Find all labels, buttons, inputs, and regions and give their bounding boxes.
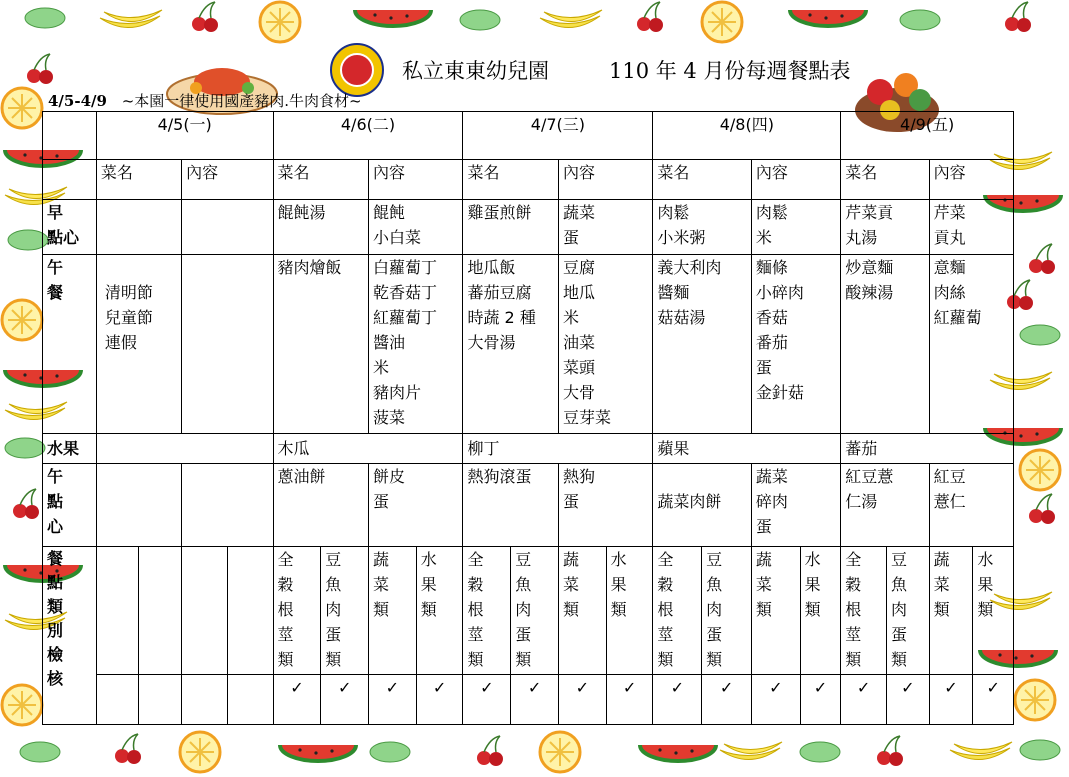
breakfast-content: 芹菜 貢丸: [929, 200, 1013, 255]
checkmark: ✓: [886, 675, 929, 725]
category-cell: 蔬 菜 類: [929, 547, 973, 675]
category-cell: 水 果 類: [606, 547, 653, 675]
weekly-menu-table: [42, 111, 1014, 725]
lunch-dish: 炒意麵 酸辣湯: [841, 255, 929, 434]
date-header: 4/8(四): [653, 112, 841, 160]
corner-cell: [43, 112, 97, 160]
meat-notice: ~本園一律使用國產豬肉.牛肉食材~: [121, 92, 362, 110]
snack-content: 蔬菜 碎肉 蛋: [751, 464, 840, 547]
school-logo: [330, 43, 384, 97]
category-row: [43, 547, 1014, 675]
breakfast-dish: 芹菜貢 丸湯: [841, 200, 929, 255]
fruit-row: [43, 434, 1014, 464]
checkmark: ✓: [273, 675, 321, 725]
week-range: 4/5-4/9: [48, 92, 107, 110]
snack-content: 熱狗 蛋: [558, 464, 652, 547]
check-cell: [182, 675, 228, 725]
checkmark: ✓: [702, 675, 752, 725]
checkmark: ✓: [653, 675, 702, 725]
row-label-fruit: 水果: [43, 434, 97, 464]
snack-row: [43, 464, 1014, 547]
content-header: 內容: [929, 160, 1013, 200]
fruit-cell: 蕃茄: [841, 434, 1014, 464]
checkmark: ✓: [416, 675, 463, 725]
category-cell: 豆 魚 肉 蛋 類: [321, 547, 369, 675]
lunch-content: [182, 255, 273, 434]
breakfast-content: 蔬菜 蛋: [558, 200, 652, 255]
date-header: 4/6(二): [273, 112, 463, 160]
lunch-content: 麵條 小碎肉 香菇 番茄 蛋 金針菇: [751, 255, 840, 434]
check-cell: [139, 675, 182, 725]
content-header: 內容: [369, 160, 463, 200]
category-cell: 水 果 類: [800, 547, 841, 675]
date-row: [43, 112, 1014, 160]
category-cell: [227, 547, 273, 675]
week-note: [48, 90, 362, 111]
check-cell: [96, 675, 139, 725]
category-cell: 蔬 菜 類: [369, 547, 417, 675]
breakfast-dish: 雞蛋煎餅: [463, 200, 558, 255]
content-header: 內容: [751, 160, 840, 200]
category-cell: 全 穀 根 莖 類: [273, 547, 321, 675]
lunch-dish: 清明節 兒童節 連假: [96, 255, 181, 434]
date-header: 4/7(三): [463, 112, 653, 160]
dish-header: 菜名: [841, 160, 929, 200]
column-header-row: [43, 160, 1014, 200]
category-cell: [96, 547, 139, 675]
checkmark: ✓: [800, 675, 841, 725]
check-row: [43, 675, 1014, 725]
fruit-cell: 蘋果: [653, 434, 841, 464]
row-label-breakfast: 早 點心: [43, 200, 97, 255]
row-label-lunch: 午 餐: [43, 255, 97, 434]
lunch-dish: 豬肉燴飯: [273, 255, 368, 434]
checkmark: ✓: [929, 675, 973, 725]
dish-header: 菜名: [96, 160, 181, 200]
dish-header: 菜名: [273, 160, 368, 200]
breakfast-row: [43, 200, 1014, 255]
school-name: 私立東東幼兒園: [402, 59, 549, 83]
snack-dish: 蔥油餅: [273, 464, 368, 547]
breakfast-dish: [96, 200, 181, 255]
checkmark: ✓: [841, 675, 887, 725]
page-header: [330, 50, 850, 90]
category-cell: 蔬 菜 類: [751, 547, 800, 675]
category-cell: 全 穀 根 莖 類: [653, 547, 702, 675]
snack-dish: 紅豆薏 仁湯: [841, 464, 929, 547]
fruit-cell: 柳丁: [463, 434, 653, 464]
checkmark: ✓: [558, 675, 606, 725]
dish-header: 菜名: [653, 160, 752, 200]
snack-dish: 蔬菜肉餅: [653, 464, 752, 547]
snack-content: 餅皮 蛋: [369, 464, 463, 547]
category-cell: 水 果 類: [973, 547, 1014, 675]
breakfast-content: 肉鬆 米: [751, 200, 840, 255]
content-header: 內容: [182, 160, 273, 200]
breakfast-dish: 餛飩湯: [273, 200, 368, 255]
lunch-dish: 地瓜飯 蕃茄豆腐 時蔬 2 種 大骨湯: [463, 255, 558, 434]
breakfast-content: [182, 200, 273, 255]
breakfast-content: 餛飩 小白菜: [369, 200, 463, 255]
checkmark: ✓: [511, 675, 559, 725]
checkmark: ✓: [463, 675, 511, 725]
checkmark: ✓: [321, 675, 369, 725]
menu-title: 110 年 4 月份每週餐點表: [609, 59, 851, 83]
checkmark: ✓: [606, 675, 653, 725]
snack-content: 紅豆 薏仁: [929, 464, 1013, 547]
lunch-content: 豆腐 地瓜 米 油菜 菜頭 大骨 豆芽菜: [558, 255, 652, 434]
checkmark: ✓: [369, 675, 417, 725]
category-cell: [182, 547, 228, 675]
check-cell: [227, 675, 273, 725]
lunch-content: 意麵 肉絲 紅蘿蔔: [929, 255, 1013, 434]
category-cell: 全 穀 根 莖 類: [841, 547, 887, 675]
category-cell: [139, 547, 182, 675]
row-label-check: 餐 點 類 別 檢 核: [43, 547, 97, 725]
category-cell: 豆 魚 肉 蛋 類: [886, 547, 929, 675]
category-cell: 水 果 類: [416, 547, 463, 675]
lunch-dish: 義大利肉 醬麵 菇菇湯: [653, 255, 752, 434]
content-header: 內容: [558, 160, 652, 200]
category-cell: 全 穀 根 莖 類: [463, 547, 511, 675]
lunch-content: 白蘿蔔丁 乾香菇丁 紅蘿蔔丁 醬油 米 豬肉片 菠菜: [369, 255, 463, 434]
checkmark: ✓: [751, 675, 800, 725]
corner-cell: [43, 160, 97, 200]
fruit-cell: [96, 434, 273, 464]
snack-dish: [96, 464, 181, 547]
row-label-snack: 午 點 心: [43, 464, 97, 547]
checkmark: ✓: [973, 675, 1014, 725]
breakfast-dish: 肉鬆 小米粥: [653, 200, 752, 255]
date-header: 4/5(一): [96, 112, 273, 160]
snack-dish: 熱狗滾蛋: [463, 464, 558, 547]
dish-header: 菜名: [463, 160, 558, 200]
category-cell: 蔬 菜 類: [558, 547, 606, 675]
lunch-row: [43, 255, 1014, 434]
category-cell: 豆 魚 肉 蛋 類: [511, 547, 559, 675]
fruit-cell: 木瓜: [273, 434, 463, 464]
date-header: 4/9(五): [841, 112, 1014, 160]
snack-content: [182, 464, 273, 547]
category-cell: 豆 魚 肉 蛋 類: [702, 547, 752, 675]
